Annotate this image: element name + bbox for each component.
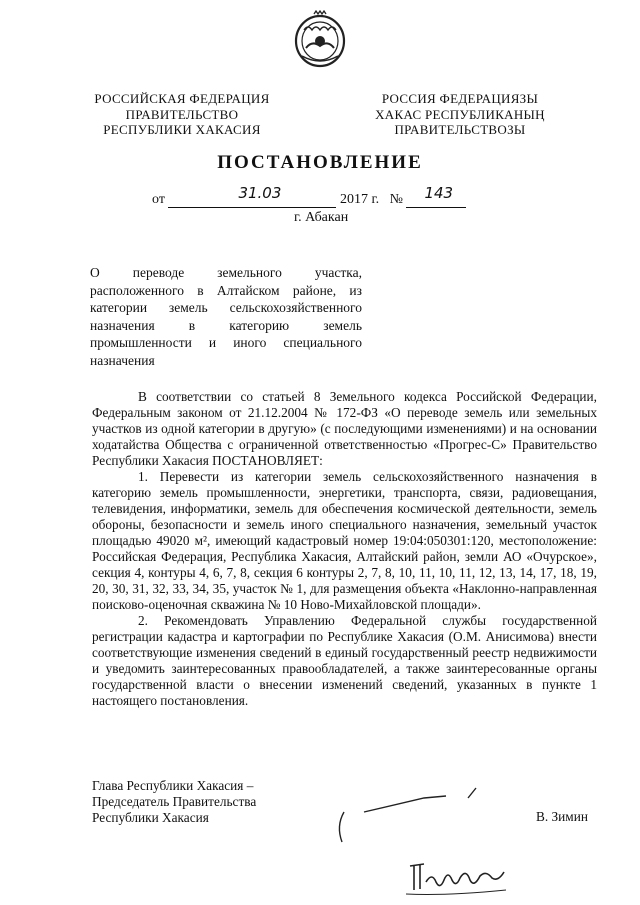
header-left (62, 91, 302, 138)
subject-line: назначения (90, 352, 155, 368)
coat-of-arms-emblem (292, 10, 348, 68)
number-sign: № (389, 192, 403, 207)
handwritten-note (404, 854, 514, 898)
date-prefix: от (152, 192, 165, 207)
signatory-position (92, 778, 256, 826)
item-2-paragraph: 2. Рекомендовать Управлению Федеральной службы государственной регистрации кадастра и картографии по Республике Хакасия (О.М. Анисимова) внести соответствующие изменения сведений в единый государственный реестр недвижимости и уведомить заинтересованных правообладателей, а также заинтересованные органы государственной власти о внесении изменений сведений, указанных в пункте 1 настоящего постановления. (92, 613, 597, 708)
handwritten-signature (334, 782, 504, 846)
date-year: 2017 г. (339, 192, 380, 207)
position-line: Республики Хакасия (92, 810, 209, 825)
number-field (406, 184, 466, 208)
city: г. Абакан (294, 210, 349, 225)
header-right (340, 91, 580, 138)
header-left-line: РЕСПУБЛИКИ ХАКАСИЯ (103, 122, 261, 137)
subject-line: расположенного в Алтайском районе, из (90, 282, 362, 298)
signatory-name: В. Зимин (536, 809, 588, 824)
subject-line: категории земель сельскохозяйственного (90, 300, 362, 315)
intro-paragraph: В соответствии со статьей 8 Земельного кодекса Российской Федерации, Федеральным законом от 21.12.2004 № 172-ФЗ «О переводе земель или земельных участков из одной категории в другую» (с последующими изменениями) и на основании ходатайства Общества с ограниченной ответственностью «Прогрес-С» Правительство Республики Хакасия ПОСТАНОВЛЯЕТ: (92, 389, 597, 468)
subject-line: промышленности и иного специального (90, 335, 362, 350)
header-right-line: ХАКАС РЕСПУБЛИКАНЫҢ (375, 106, 545, 122)
position-line: Председатель Правительства (92, 794, 257, 809)
date-line (152, 184, 466, 208)
header-left-line: РОССИЙСКАЯ ФЕДЕРАЦИЯ (94, 91, 270, 106)
header-right-line: ПРАВИТЕЛЬСТВОЗЫ (394, 122, 526, 137)
number-handwritten: 143 (424, 184, 454, 202)
position-line: Глава Республики Хакасия – (92, 778, 254, 793)
header-right-line: РОССИЯ ФЕДЕРАЦИЯЗЫ (381, 91, 539, 106)
subject-line: назначения в категорию земель (90, 317, 362, 333)
header-left-line: ПРАВИТЕЛЬСТВО (125, 106, 239, 122)
document-title: ПОСТАНОВЛЕНИЕ (217, 152, 423, 173)
document-body (92, 389, 597, 709)
date-field (168, 184, 336, 208)
date-handwritten: 31.03 (238, 184, 282, 202)
item-1-paragraph: 1. Перевести из категории земель сельскохозяйственного назначения в категорию земель промышленности, энергетики, транспорта, связи, радиовещания, телевидения, информатики, земель для обеспечения космической деятельности, земель обороны, безопасности и земель иного специального назначения, земельный участок площадью 49020 м², имеющий кадастровый номер 19:04:050301:120, местоположение: Российская Федерация, Республика Хакасия, Алтайский район, земли АО «Очурское», секция 4, контуры 4, 6, 7, 8, секция 6 контуры 2, 7, 8, 10, 11, 10, 11, 12, 13, 14, 17, 18, 19, 20, 30, 31, 32, 33, 34, 35, участок № 1, для размещения объекта «Наклонно-направленная поисково-оценочная скважина № 10 Ново-Михайловской площади». (92, 469, 597, 612)
subject-block (90, 264, 362, 369)
subject-line: О переводе земельного участка, (90, 265, 362, 280)
